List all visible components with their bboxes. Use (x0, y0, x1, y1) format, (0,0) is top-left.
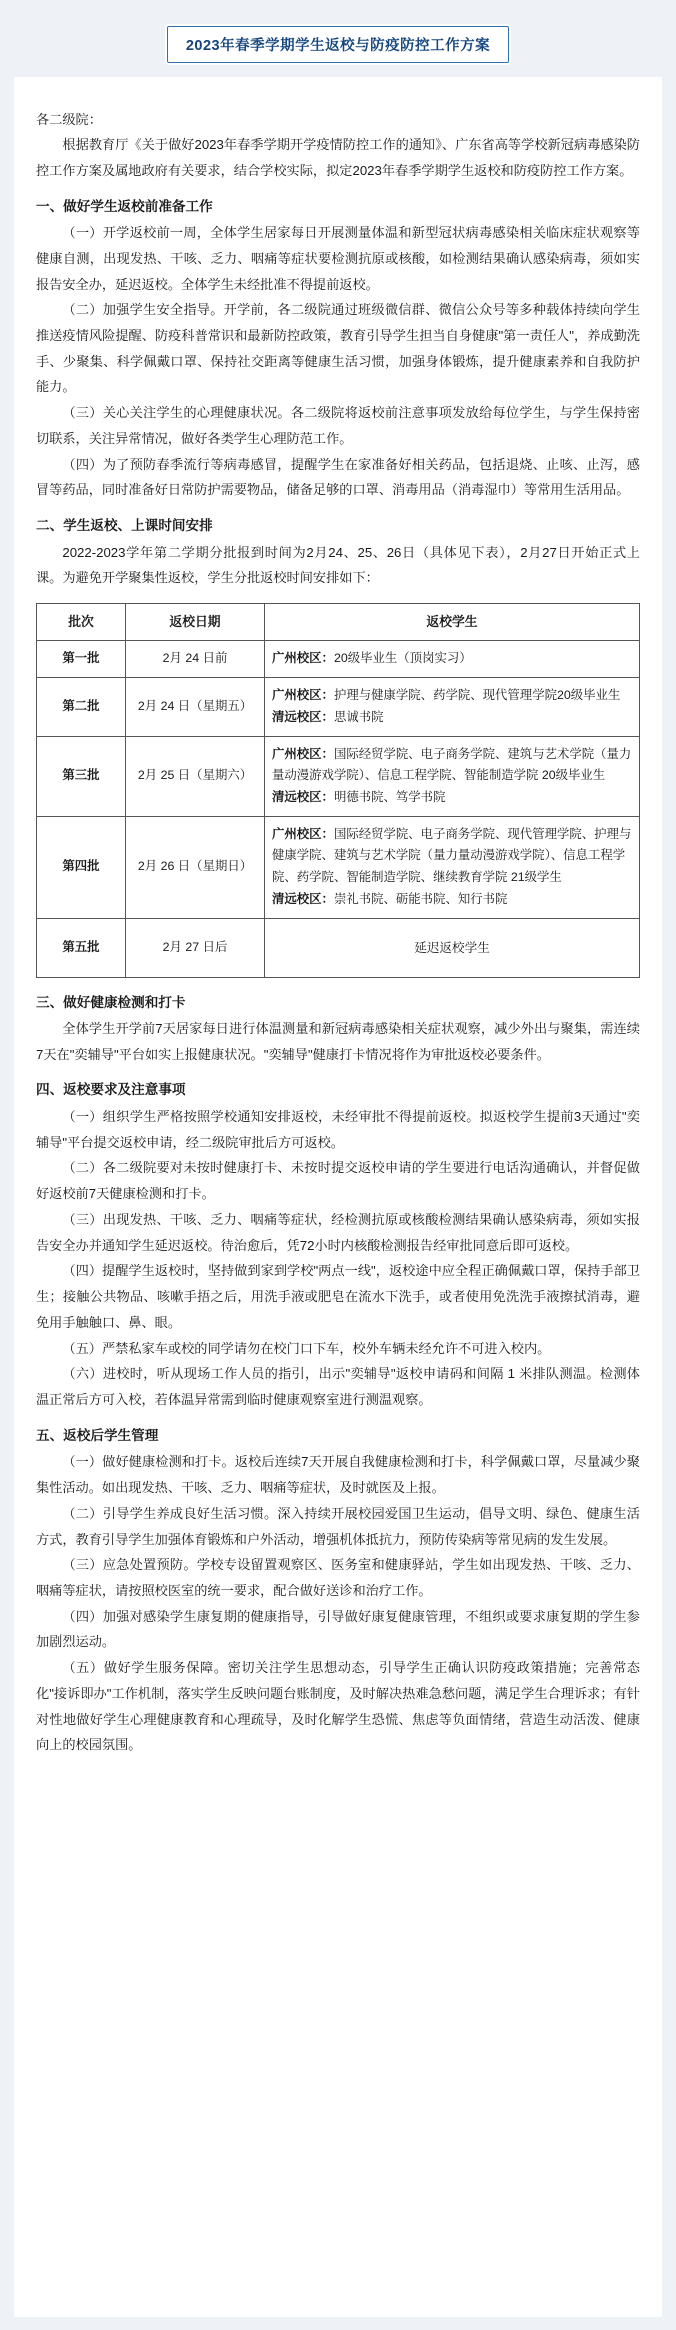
section-heading-2: 二、学生返校、上课时间安排 (36, 518, 213, 534)
row-4-campus-2: 清远校区： (272, 891, 334, 906)
row-3-date: 2月 25 日（星期六） (126, 736, 265, 816)
document-sheet (14, 77, 662, 2317)
top-band (0, 0, 676, 20)
section-5-para-1: （一）做好健康检测和打卡。返校后连续7天开展自我健康检测和打卡，科学佩戴口罩，尽量减少聚集性活动。如出现发热、干咳、乏力、咽痛等症状，及时就医及上报。 (36, 1454, 640, 1496)
row-4-text-1: 国际经贸学院、电子商务学院、现代管理学院、护理与健康学院、建筑与艺术学院（量力量动漫游戏学院）、信息工程学院、药学院、智能制造学院、继续教育学院 21级学生 (272, 826, 632, 885)
row-4-date: 2月 26 日（星期日） (126, 816, 265, 918)
row-3-line-2 (272, 787, 632, 809)
return-schedule-table (36, 603, 640, 977)
table-row (37, 736, 640, 816)
row-1-batch: 第一批 (37, 641, 126, 678)
section-5-para-2: （二）引导学生养成良好生活习惯。深入持续开展校园爱国卫生运动，倡导文明、绿色、健康生活方式，教育引导学生加强体育锻炼和户外活动，增强机体抵抗力，预防传染病等常见病的发生发展。 (36, 1505, 640, 1547)
row-1-text-1: 20级毕业生（顶岗实习） (333, 651, 472, 666)
table-header-row (37, 604, 640, 641)
section-heading-3: 三、做好健康检测和打卡 (36, 994, 186, 1010)
row-2-campus-1: 广州校区： (272, 688, 334, 703)
row-4-students (265, 816, 640, 918)
row-2-students (265, 678, 640, 736)
row-4-campus-1: 广州校区： (272, 826, 334, 841)
table-header-students: 返校学生 (265, 604, 640, 641)
row-2-batch: 第二批 (37, 678, 126, 736)
title-banner (0, 20, 676, 77)
row-2-date: 2月 24 日（星期五） (126, 678, 265, 736)
row-3-campus-2: 清远校区： (272, 790, 334, 804)
row-1-campus-1: 广州校区： (272, 651, 334, 666)
recipient-line: 各二级院： (36, 112, 102, 127)
page-title: 2023年春季学期学生返校与防疫防控工作方案 (167, 26, 509, 63)
table-header-batch: 批次 (37, 604, 126, 641)
row-5-date: 2月 27 日后 (126, 918, 265, 977)
row-2-text-2: 思诚书院 (333, 709, 384, 724)
section-5-para-5: （五）做好学生服务保障。密切关注学生思想动态，引导学生正确认识防疫政策措施；完善常态化"接诉即办"工作机制，落实学生反映问题台账制度，及时解决热难急愁问题，满足学生合理诉求；有针对性地做好学生心理健康教育和心理疏导，及时化解学生恐慌、焦虑等负面情绪，营造生动活泼、健康向上的校园氛围。 (36, 1660, 640, 1753)
section-heading-4: 四、返校要求及注意事项 (36, 1082, 186, 1098)
section-1-para-4: （四）为了预防春季流行等病毒感冒，提醒学生在家准备好相关药品，包括退烧、止咳、止泻，感冒等药品，同时准备好日常防护需要物品，储备足够的口罩、消毒用品（消毒湿巾）等常用生活用品。 (36, 456, 640, 498)
table-row (37, 816, 640, 918)
section-4-para-6: （六）进校时，听从现场工作人员的指引，出示"奕辅导"返校申请码和间隔 1 米排队测温。检测体温正常后方可入校，若体温异常需到临时健康观察室进行测温观察。 (36, 1366, 640, 1408)
section-3-para-1: 全体学生开学前7天居家每日进行体温测量和新冠病毒感染相关症状观察，减少外出与聚集，需连续7天在"奕辅导"平台如实上报健康状况。"奕辅导"健康打卡情况将作为审批返校必要条件。 (36, 1021, 640, 1062)
row-4-batch: 第四批 (37, 816, 126, 918)
section-1-para-1: （一）开学返校前一周，全体学生居家每日开展测量体温和新型冠状病毒感染相关临床症状观察等健康自测，出现发热、干咳、乏力、咽痛等症状要检测抗原或核酸，如检测结果确认感染病毒，须如实报告安全办，延迟返校。全体学生未经批准不得提前返校。 (36, 225, 640, 292)
section-4-para-4: （四）提醒学生返校时，坚持做到家到学校"两点一线"，返校途中应全程正确佩戴口罩，保持手部卫生；接触公共物品、咳嗽手捂之后，用洗手液或肥皂在流水下洗手，或者使用免洗洗手液擦拭消毒，避免用手触触口、鼻、眼。 (36, 1263, 640, 1330)
row-3-campus-1: 广州校区： (272, 746, 334, 761)
row-1-date: 2月 24 日前 (126, 641, 265, 678)
table-row (37, 678, 640, 736)
row-3-batch: 第三批 (37, 736, 126, 816)
row-5-batch: 第五批 (37, 918, 126, 977)
table-row (37, 641, 640, 678)
section-5-para-4: （四）加强对感染学生康复期的健康指导，引导做好康复健康管理，不组织或要求康复期的学生参加剧烈运动。 (36, 1608, 640, 1650)
row-2-line-2 (272, 707, 632, 729)
table-header-date: 返校日期 (126, 604, 265, 641)
section-heading-1: 一、做好学生返校前准备工作 (36, 198, 213, 214)
row-2-campus-2: 清远校区： (272, 709, 334, 724)
section-4-para-5: （五）严禁私家车或校的同学请勿在校门口下车，校外车辆未经允许不可进入校内。 (62, 1340, 551, 1356)
section-4-para-3: （三）出现发热、干咳、乏力、咽痛等症状，经检测抗原或核酸检测结果确认感染病毒，须如实报告安全办并通知学生延迟返校。待治愈后，凭72小时内核酸检测报告经审批同意后即可返校。 (36, 1211, 640, 1253)
table-row (37, 918, 640, 977)
row-4-line-2 (272, 889, 632, 911)
row-5-students: 延迟返校学生 (265, 918, 640, 977)
row-3-students (265, 736, 640, 816)
row-3-text-2: 明德书院、笃学书院 (333, 790, 446, 804)
section-1-para-3: （三）关心关注学生的心理健康状况。各二级院将返校前注意事项发放给每位学生，与学生保持密切联系，关注异常情况，做好各类学生心理防范工作。 (36, 405, 640, 446)
row-2-line-1 (272, 685, 632, 707)
row-1-students (265, 641, 640, 678)
row-3-text-1: 国际经贸学院、电子商务学院、建筑与艺术学院（量力量动漫游戏学院）、信息工程学院、智能制造学院 20级毕业生 (272, 746, 632, 783)
row-4-line-1 (272, 824, 632, 889)
row-1-line-1 (272, 648, 632, 670)
section-heading-5: 五、返校后学生管理 (36, 1427, 159, 1443)
row-4-text-2: 崇礼书院、砺能书院、知行书院 (333, 891, 508, 906)
row-2-text-1: 护理与健康学院、药学院、现代管理学院20级毕业生 (333, 688, 621, 703)
section-2-para-1: 2022-2023学年第二学期分批报到时间为2月24、25、26日（具体见下表），2月27日开始正式上课。为避免开学聚集性返校，学生分批返校时间安排如下： (36, 544, 640, 586)
section-4-para-2: （二）各二级院要对未按时健康打卡、未按时提交返校申请的学生要进行电话沟通确认，并督促做好返校前7天健康检测和打卡。 (36, 1160, 640, 1202)
section-1-para-2: （二）加强学生安全指导。开学前，各二级院通过班级微信群、微信公众号等多种载体持续向学生推送疫情风险提醒、防疫科普常识和最新防控政策，教育引导学生担当自身健康"第一责任人"，养成勤洗手、少聚集、科学佩戴口罩、保持社交距离等健康生活习惯，加强身体锻炼，提升健康素养和自我防护能力。 (36, 302, 640, 395)
footer-spacer (36, 1758, 640, 1774)
section-5-para-3: （三）应急处置预防。学校专设留置观察区、医务室和健康驿站，学生如出现发热、干咳、乏力、咽痛等症状，请按照校医室的统一要求，配合做好送诊和治疗工作。 (36, 1557, 640, 1598)
section-4-para-1: （一）组织学生严格按照学校通知安排返校，未经审批不得提前返校。拟返校学生提前3天通过"奕辅导"平台提交返校申请，经二级院审批后方可返校。 (36, 1108, 640, 1150)
intro-paragraph: 根据教育厅《关于做好2023年春季学期开学疫情防控工作的通知》、广东省高等学校新冠病毒感染防控工作方案及属地政府有关要求，结合学校实际，拟定2023年春季学期学生返校和防疫防控工作方案。 (36, 137, 640, 178)
row-3-line-1 (272, 744, 632, 787)
